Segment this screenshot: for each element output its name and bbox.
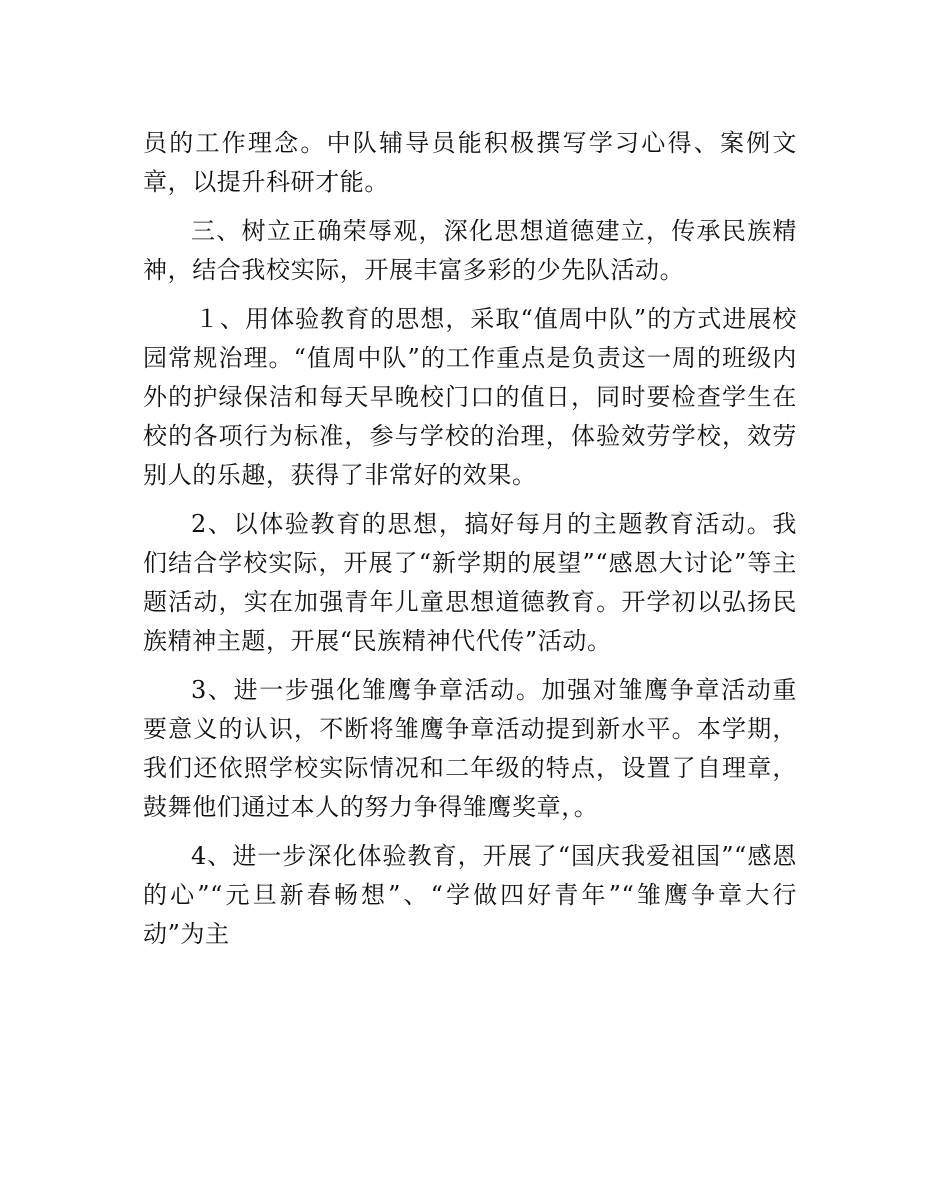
paragraph-item-1: １、用体验教育的思想，采取“值周中队”的方式进展校园常规治理。“值周中队”的工作重点是负责这一周的班级内外的护绿保洁和每天早晚校门口的值日，同时要检查学生在校的各项行为标准，参与学校的治理，体验效劳学校，效劳别人的乐趣，获得了非常好的效果。: [143, 305, 797, 489]
document-body: [143, 124, 797, 964]
paragraph-item-2: 2、以体验教育的思想，搞好每月的主题教育活动。我们结合学校实际，开展了“新学期的展望”“感恩大讨论”等主题活动，实在加强青年儿童思想道德教育。开学初以弘扬民族精神主题，开展“民族精神代代传”活动。: [143, 510, 797, 655]
paragraph-section-three: 三、树立正确荣辱观，深化思想道德建立，传承民族精神，结合我校实际，开展丰富多彩的少先队活动。: [143, 217, 797, 284]
paragraph-item-3: 3、进一步强化雏鹰争章活动。加强对雏鹰争章活动重要意义的认识，不断将雏鹰争章活动提到新水平。本学期，我们还依照学校实际情况和二年级的特点，设置了自理章，鼓舞他们通过本人的努力争得雏鹰奖章，。: [143, 676, 797, 821]
paragraph-continuation: 员的工作理念。中队辅导员能积极撰写学习心得、案例文章，以提升科研才能。: [143, 129, 797, 196]
paragraph-item-4: 4、进一步深化体验教育，开展了“国庆我爱祖国”“感恩的心”“元旦新春畅想”、“学做四好青年”“雏鹰争章大行动”为主: [143, 842, 797, 948]
